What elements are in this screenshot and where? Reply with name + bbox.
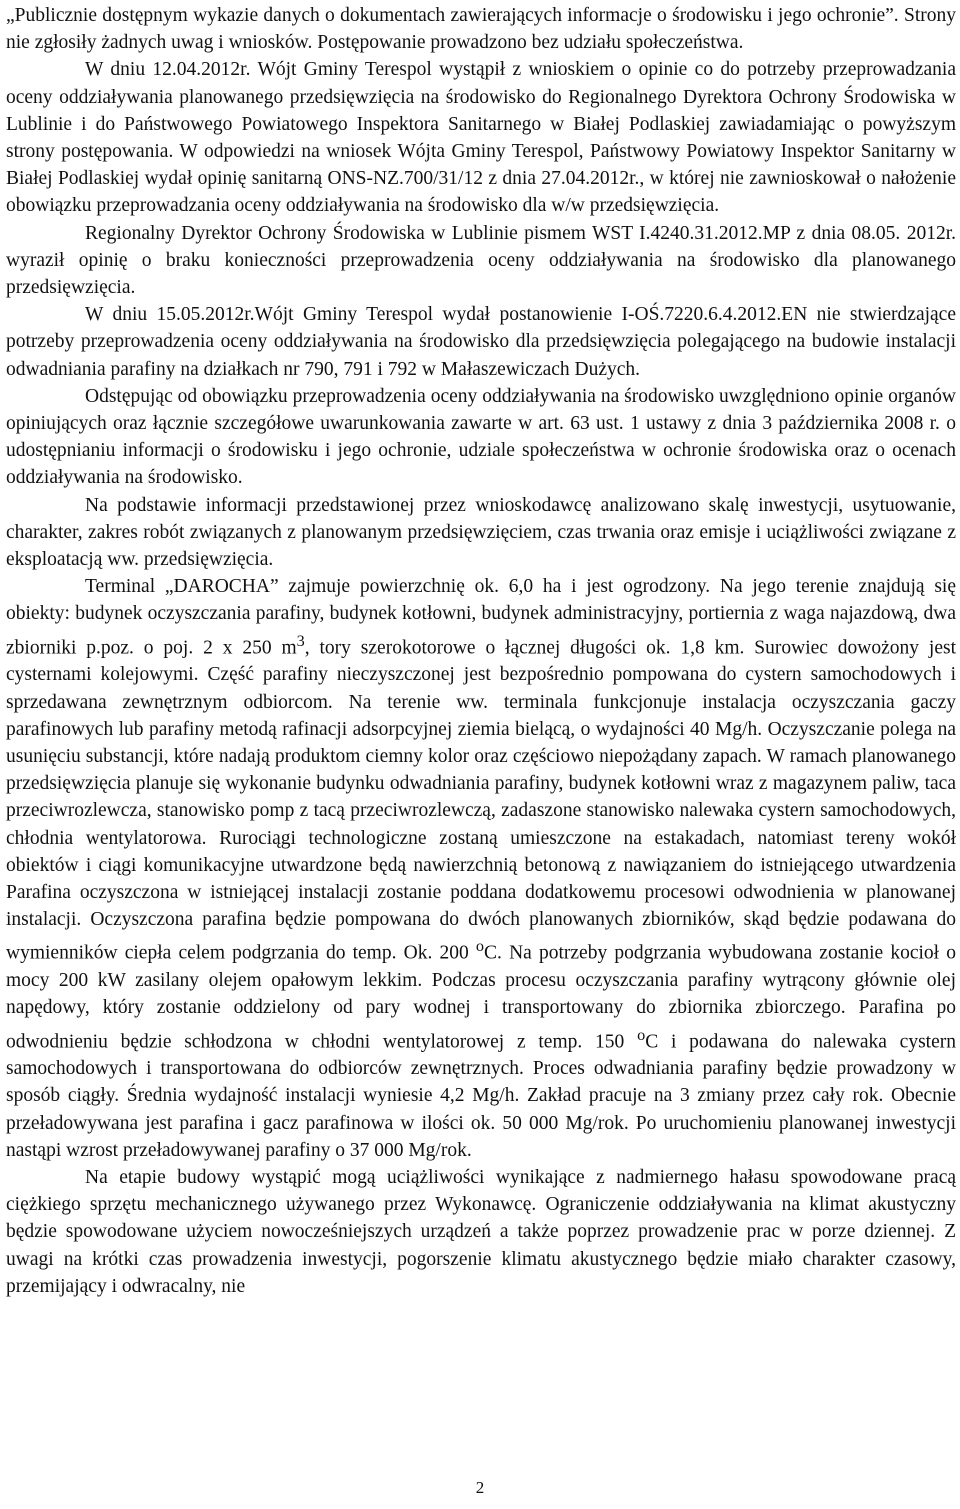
terminal-text-part-2: , tory szerokotorowe o łącznej długości ok. 1,8 km. Surowiec dowożony jest cysternami kolejowymi. Część parafiny nieczyszczonej jest bezpośrednio pompowana do cystern samochodowych i sprzedawana zewnętrznym odbiorcom. Na terenie ww. terminala funkcjonuje instalacja oczyszczania gaczy parafinowych lub parafiny metodą rafinacji adsorpcyjnej ziemia bielącą, o wydajności 40 Mg/h. Oczyszczanie polega na usunięciu substancji, które nadają produktom ciemny kolor oraz częściowo niepożądany zapach. W ramach planowanego przedsięwzięcia planuje się wykonanie budynku odwadniania parafiny, budynek kotłowni wraz z magazynem paliw, taca przeciwrozlewcza, stanowisko pomp z tacą przeciwrozlewczą, zadaszone stanowisko nalewaka cystern samochodowych, chłodnia wentylatorowa. Rurociągi technologiczne zostaną umieszczone na estakadach, natomiast tereny wokół obiektów i ciągi komunikacyjne utwardzone będą nawierzchnią betonową z nawiązaniem do istniejącego utwardzenia Parafina oczyszczona w istniejącej instalacji zostanie poddana dodatkowemu procesowi odwodnienia w planowanej instalacji. Oczyszczona parafina będzie pompowana do dwóch planowanych zbiorników, skąd będzie podawana do wymienników ciepła celem podgrzania do temp. Ok. 200	[6, 637, 956, 964]
superscript-degree-2: o	[637, 1025, 646, 1044]
paragraph-decision: W dniu 15.05.2012r.Wójt Gminy Terespol wydał postanowienie I-OŚ.7220.6.4.2012.EN nie stwierdzające potrzeby przeprowadzenia oceny oddziaływania na środowisko dla przedsięwzięcia polegającego na budowie instalacji odwadniania parafiny na działkach nr 790, 791 i 792 w Małaszewiczach Dużych.	[6, 304, 956, 380]
terminal-text-part-1b: Terminal „DAROCHA” zajmuje powierzchnię ok. 6,0 ha i jest ogrodzony. Na jego terenie znajdują się obiekty: budynek oczyszczania parafiny, budynek kotłowni, budynek administracyjny, portiernia z waga najazdową, dwa zbiorniki p.poz. o poj. 2 x 250 m	[6, 576, 956, 659]
paragraph-construction-impact: Na etapie budowy wystąpić mogą uciążliwości wynikające z nadmiernego hałasu spowodowane pracą ciężkiego sprzętu mechanicznego używanego przez Wykonawcę. Ograniczenie oddziaływania na klimat akustyczny będzie spowodowane użyciem nowocześniejszych urządzeń a także poprzez prowadzenie prac w porze dziennej. Z uwagi na krótki czas prowadzenia inwestycji, pogorszenie klimatu akustycznego będzie miało charakter czasowy, przemijający i odwracalny, nie	[6, 1167, 956, 1297]
terminal-text-part-4: C i podawana do nalewaka cystern samochodowych i transportowana do odbiorców zewnętrznych. Proces odwadniania parafiny będzie prowadzony w sposób ciągły. Średnia wydajność instalacji wyniesie 4,2 Mg/h. Zakład pracuje na 3 zmiany przez cały rok. Obecnie przeładowywana jest parafina i gacz parafinowa w ilości ok. 50 000 Mg/rok. Po uruchomieniu planowanej inwestycji nastąpi wzrost przeładowywanej parafiny o 37 000 Mg/rok.	[6, 1031, 956, 1161]
paragraph-justification: Odstępując od obowiązku przeprowadzenia oceny oddziaływania na środowisko uwzględniono opinie organów opiniujących oraz łącznie szczegółowe uwarunkowania zawarte w art. 63 ust. 1 ustawy z dnia 3 października 2008 r. o udostępnianiu informacji o środowisku i jego ochronie, udziale społeczeństwa w ochronie środowiska oraz o ocenach oddziaływania na środowisko.	[6, 385, 956, 489]
terminal-text-part-3: C. Na potrzeby podgrzania wybudowana zostanie kocioł o mocy 200 kW zasilany olejem opałowym lekkim. Podczas procesu oczyszczania parafiny wytrącony głównie olej napędowy, który zostanie oddzielony od pary wodnej i transportowany do zbiornika zbiorczego. Parafina po odwodnieniu będzie schłodzona w chłodni wentylatorowej z temp. 150	[6, 942, 956, 1053]
paragraph-opinion-request: W dniu 12.04.2012r. Wójt Gminy Terespol wystąpił z wnioskiem o opinie co do potrzeby przeprowadzania oceny oddziaływania planowanego przedsięwzięcia na środowisko do Regionalnego Dyrektora Ochrony Środowiska w Lublinie i do Państwowego Powiatowego Inspektora Sanitarnego w Białej Podlaskiej zawiadamiając o powyższym strony postępowania. W odpowiedzi na wniosek Wójta Gminy Terespol, Państwowy Powiatowy Inspektor Sanitarny w Białej Podlaskiej wydał opinię sanitarną ONS-NZ.700/31/12 z dnia 27.04.2012r., w której nie zawnioskował o nałożenie obowiązku przeprowadzania oceny oddziaływania na środowisko dla w/w przedsięwzięcia.	[6, 59, 956, 217]
paragraph-terminal-description	[6, 573, 956, 1164]
page-number: 2	[475, 1478, 485, 1497]
superscript-cubic: 3	[296, 631, 305, 650]
paragraph-rdos-opinion: Regionalny Dyrektor Ochrony Środowiska w Lublinie pismem WST I.4240.31.2012.MP z dnia 08.05. 2012r. wyraził opinię o braku konieczności przeprowadzenia oceny oddziaływania na środowisko dla planowanego przedsięwzięcia.	[6, 222, 956, 299]
paragraph-register-note: „Publicznie dostępnym wykazie danych o dokumentach zawierających informacje o środowisku i jego ochronie”. Strony nie zgłosiły żadnych uwag i wniosków. Postępowanie prowadzono bez udziału społeczeństwa.	[6, 5, 956, 54]
document-page	[6, 2, 956, 1300]
superscript-degree-1: o	[475, 937, 485, 956]
paragraph-analysis: Na podstawie informacji przedstawionej przez wnioskodawcę analizowano skalę inwestycji, usytuowanie, charakter, zakres robót związanych z planowanym przedsięwzięciem, czas trwania oraz emisje i uciążliwości związane z eksploatacją ww. przedsięwzięcia.	[6, 494, 956, 571]
